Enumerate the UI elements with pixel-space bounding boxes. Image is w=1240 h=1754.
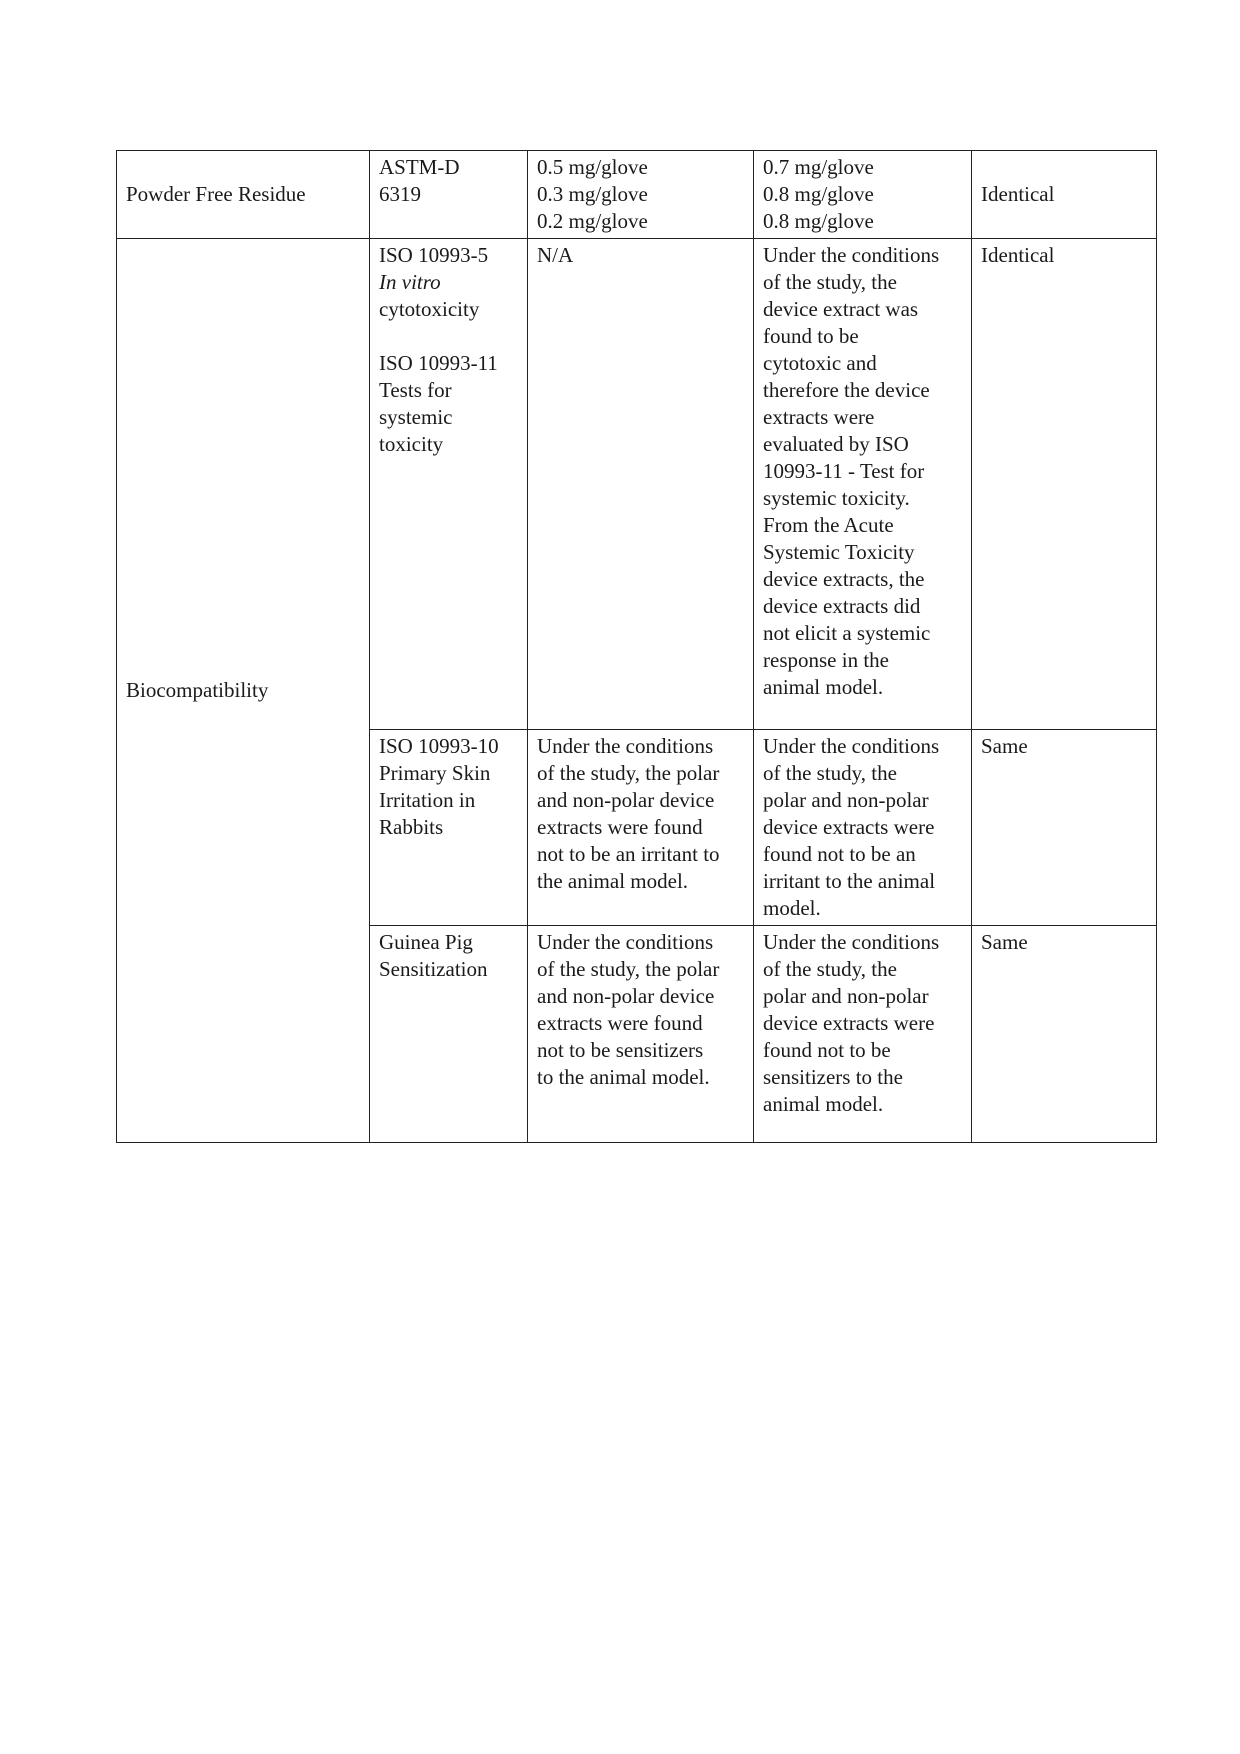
subject-cell bbox=[754, 730, 972, 926]
predicate-text: not to be sensitizers bbox=[537, 1038, 704, 1062]
subject-text: From the Acute bbox=[763, 513, 894, 537]
subject-text: systemic toxicity. bbox=[763, 486, 910, 510]
predicate-value: N/A bbox=[537, 243, 574, 267]
subject-text: model. bbox=[763, 896, 821, 920]
predicate-text: not to be an irritant to bbox=[537, 842, 720, 866]
standard-text: Sensitization bbox=[379, 957, 488, 981]
subject-value: 0.7 mg/glove bbox=[763, 155, 874, 179]
subject-text: animal model. bbox=[763, 675, 884, 699]
subject-text: polar and non-polar bbox=[763, 984, 929, 1008]
comparison-cell bbox=[972, 151, 1157, 239]
standard-cell bbox=[370, 239, 528, 730]
subject-text: device extracts were bbox=[763, 815, 935, 839]
subject-text: Systemic Toxicity bbox=[763, 540, 915, 564]
standard-text: ISO 10993-11 bbox=[379, 351, 498, 375]
table-row-powder-free-residue bbox=[117, 151, 1157, 239]
predicate-cell bbox=[528, 151, 754, 239]
predicate-text: of the study, the polar bbox=[537, 761, 720, 785]
predicate-text: to the animal model. bbox=[537, 1065, 710, 1089]
predicate-value: 0.2 mg/glove bbox=[537, 209, 648, 233]
predicate-cell bbox=[528, 926, 754, 1143]
standard-text bbox=[379, 269, 518, 296]
standard-text: toxicity bbox=[379, 432, 444, 456]
subject-text: extracts were bbox=[763, 405, 875, 429]
subject-text: found not to be an bbox=[763, 842, 916, 866]
subject-text: device extracts were bbox=[763, 1011, 935, 1035]
subject-cell bbox=[754, 239, 972, 730]
predicate-cell bbox=[528, 239, 754, 730]
subject-text: sensitizers to the bbox=[763, 1065, 903, 1089]
standard-text: cytotoxicity bbox=[379, 297, 480, 321]
predicate-value: 0.5 mg/glove bbox=[537, 155, 648, 179]
subject-cell bbox=[754, 151, 972, 239]
predicate-text: Under the conditions bbox=[537, 930, 714, 954]
feature-label: Biocompatibility bbox=[126, 678, 269, 702]
subject-text: response in the bbox=[763, 648, 889, 672]
subject-cell bbox=[754, 926, 972, 1143]
standard-text: ISO 10993-5 bbox=[379, 243, 489, 267]
predicate-text: Under the conditions bbox=[537, 734, 714, 758]
table-row-cytotoxicity bbox=[117, 239, 1157, 730]
standard-text: Irritation in bbox=[379, 788, 476, 812]
predicate-text: extracts were found bbox=[537, 1011, 703, 1035]
subject-text: device extract was bbox=[763, 297, 919, 321]
comparison-cell bbox=[972, 730, 1157, 926]
subject-text: animal model. bbox=[763, 1092, 884, 1116]
comparison-cell bbox=[972, 926, 1157, 1143]
feature-cell-biocompatibility bbox=[117, 239, 370, 1143]
subject-text: found to be bbox=[763, 324, 859, 348]
predicate-value: 0.3 mg/glove bbox=[537, 182, 648, 206]
subject-text: of the study, the bbox=[763, 957, 897, 981]
standard-text: Primary Skin bbox=[379, 761, 491, 785]
standard-text: Rabbits bbox=[379, 815, 444, 839]
predicate-cell bbox=[528, 730, 754, 926]
subject-text: not elicit a systemic bbox=[763, 621, 931, 645]
subject-text: device extracts did bbox=[763, 594, 921, 618]
subject-text: irritant to the animal bbox=[763, 869, 936, 893]
comparison-cell bbox=[972, 239, 1157, 730]
predicate-text: and non-polar device bbox=[537, 984, 715, 1008]
subject-text: cytotoxic and bbox=[763, 351, 877, 375]
subject-text: of the study, the bbox=[763, 761, 897, 785]
standard-cell bbox=[370, 151, 528, 239]
standard-text: Tests for bbox=[379, 378, 452, 402]
subject-value: 0.8 mg/glove bbox=[763, 182, 874, 206]
subject-text: evaluated by ISO bbox=[763, 432, 909, 456]
comparison-table bbox=[116, 150, 1157, 1143]
feature-label: Powder Free Residue bbox=[126, 182, 306, 206]
predicate-text: of the study, the polar bbox=[537, 957, 720, 981]
comparison-value: Identical bbox=[981, 243, 1055, 267]
standard-text: Guinea Pig bbox=[379, 930, 473, 954]
subject-text: device extracts, the bbox=[763, 567, 925, 591]
standard-text: 6319 bbox=[379, 182, 421, 206]
predicate-text: extracts were found bbox=[537, 815, 703, 839]
standard-text: systemic bbox=[379, 405, 453, 429]
predicate-text: the animal model. bbox=[537, 869, 689, 893]
subject-text: 10993-11 - Test for bbox=[763, 459, 925, 483]
subject-text: found not to be bbox=[763, 1038, 891, 1062]
standard-text: ISO 10993-10 bbox=[379, 734, 499, 758]
subject-text: of the study, the bbox=[763, 270, 897, 294]
comparison-value: Identical bbox=[981, 182, 1055, 206]
standard-cell bbox=[370, 926, 528, 1143]
standard-text: ASTM-D bbox=[379, 155, 460, 179]
subject-text: Under the conditions bbox=[763, 930, 940, 954]
comparison-value: Same bbox=[981, 734, 1028, 758]
subject-text: polar and non-polar bbox=[763, 788, 929, 812]
subject-text: Under the conditions bbox=[763, 734, 940, 758]
standard-italic-text: In vitro bbox=[379, 270, 441, 294]
subject-value: 0.8 mg/glove bbox=[763, 209, 874, 233]
subject-text: Under the conditions bbox=[763, 243, 940, 267]
feature-cell bbox=[117, 151, 370, 239]
spacer bbox=[379, 323, 518, 350]
standard-cell bbox=[370, 730, 528, 926]
subject-text: therefore the device bbox=[763, 378, 930, 402]
predicate-text: and non-polar device bbox=[537, 788, 715, 812]
comparison-value: Same bbox=[981, 930, 1028, 954]
